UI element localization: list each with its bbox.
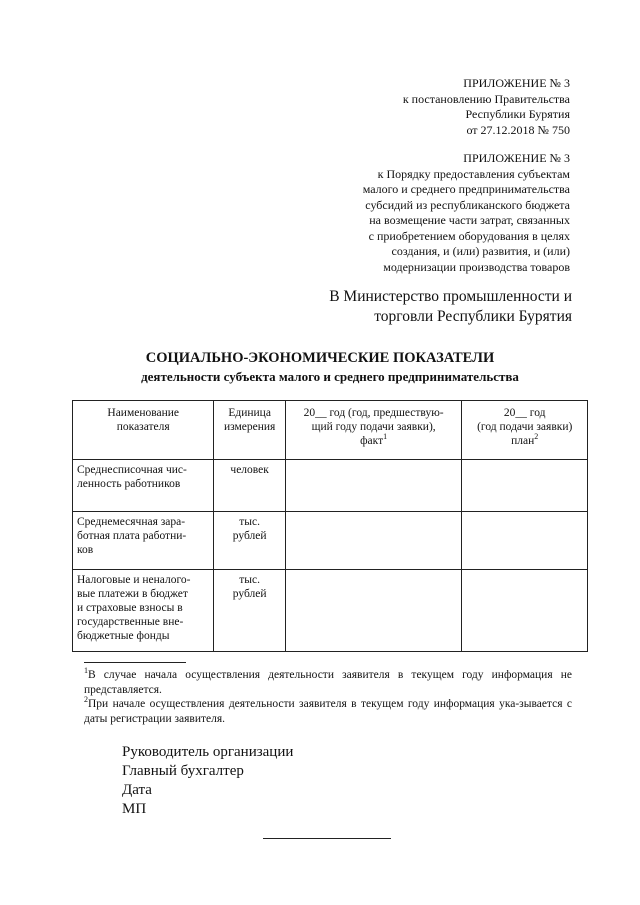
- signature-stamp: МП: [122, 801, 147, 817]
- indicator-name: Налоговые и неналого-: [77, 574, 191, 586]
- addressee: [329, 287, 572, 327]
- document-title: СОЦИАЛЬНО-ЭКОНОМИЧЕСКИЕ ПОКАЗАТЕЛИ: [145, 350, 495, 366]
- table-row: [73, 570, 588, 652]
- document-subtitle: деятельности субъекта малого и среднего предпринимательства: [141, 369, 519, 384]
- header-text: показателя: [116, 421, 170, 433]
- unit-text: человек: [230, 464, 269, 476]
- header-indicator-name: [73, 401, 214, 460]
- signature-date: Дата: [122, 782, 152, 798]
- footnote-text: При начале осуществления деятельности заявителя в текущем году информация ука-зывается с даты регистрации заявителя.: [84, 698, 572, 725]
- appendix-to-decree: к постановлению Правительства: [402, 91, 570, 106]
- footnote-text: В случае начала осуществления деятельности заявителя в текущем году информация не представляется.: [84, 669, 572, 696]
- footnote-ref: 1: [383, 432, 388, 442]
- header-current-year-plan: [462, 401, 588, 460]
- procedure-line: малого и среднего предпринимательства: [362, 182, 570, 196]
- footnote-1: [84, 668, 572, 698]
- plan-value-cell: [462, 460, 588, 512]
- indicator-name-cell: [73, 570, 214, 652]
- procedure-line: к Порядку предоставления субъектам: [377, 166, 570, 181]
- indicator-name: бюджетные фонды: [77, 630, 170, 642]
- table-row: [73, 512, 588, 570]
- header-text: план: [511, 435, 535, 447]
- signature-accountant: Главный бухгалтер: [122, 763, 244, 779]
- fact-value-cell: [285, 460, 462, 512]
- appendix-number: ПРИЛОЖЕНИЕ № 3: [463, 151, 570, 165]
- procedure-line: субсидий из республиканского бюджета: [365, 197, 570, 212]
- unit-text: рублей: [232, 588, 267, 600]
- indicators-table: [72, 400, 588, 652]
- indicator-name-cell: [73, 512, 214, 570]
- unit-cell: [214, 512, 285, 570]
- document-end-divider: [263, 838, 391, 839]
- indicator-name: ленность работников: [77, 478, 181, 490]
- procedure-line: с приобретением оборудования в целях: [368, 228, 570, 243]
- unit-text: тыс.: [239, 574, 260, 586]
- appendix-decree-date: от 27.12.2018 № 750: [466, 122, 570, 137]
- footnote-2: [84, 697, 572, 727]
- footnote-mark: 1: [84, 666, 88, 676]
- header-text: факт: [360, 435, 384, 447]
- indicator-name: Среднемесячная зара-: [77, 516, 186, 528]
- indicator-name: ков: [77, 544, 94, 556]
- plan-value-cell: [462, 570, 588, 652]
- indicator-name: вые платежи в бюджет: [77, 588, 188, 600]
- table-row: [73, 460, 588, 512]
- table-header-row: [73, 401, 588, 460]
- addressee-line: торговли Республики Бурятия: [374, 308, 572, 325]
- signature-head: Руководитель организации: [122, 744, 294, 760]
- fact-value-cell: [285, 512, 462, 570]
- procedure-line: на возмещение части затрат, связанных: [369, 213, 570, 227]
- unit-cell: [214, 460, 285, 512]
- header-text: [290, 434, 458, 448]
- unit-text: тыс.: [239, 516, 260, 528]
- appendix-number: ПРИЛОЖЕНИЕ № 3: [463, 76, 570, 90]
- indicator-name: ботная плата работни-: [77, 530, 187, 542]
- header-unit: [214, 401, 285, 460]
- plan-value-cell: [462, 512, 588, 570]
- header-text: щий году подачи заявки),: [311, 421, 436, 433]
- addressee-line: В Министерство промышленности и: [329, 288, 572, 305]
- procedure-line: создания, и (или) развития, и (или): [391, 244, 570, 258]
- unit-text: рублей: [232, 530, 267, 542]
- header-text: 20__ год: [503, 407, 546, 419]
- fact-value-cell: [285, 570, 462, 652]
- header-text: измерения: [223, 421, 276, 433]
- header-text: Наименование: [107, 407, 180, 419]
- unit-cell: [214, 570, 285, 652]
- footnote-mark: 2: [84, 695, 88, 705]
- footnote-divider: [84, 662, 186, 663]
- procedure-line: модернизации производства товаров: [383, 259, 570, 274]
- appendix-republic: Республики Бурятия: [465, 107, 570, 121]
- header-text: [466, 434, 583, 448]
- signature-block: [122, 743, 293, 819]
- header-previous-year-fact: [285, 401, 462, 460]
- header-text: 20__ год (год, предшествую-: [303, 407, 444, 419]
- appendix-header-procedure: [363, 151, 570, 275]
- header-text: (год подачи заявки): [477, 421, 573, 433]
- indicator-name: Среднесписочная чис-: [77, 464, 187, 476]
- footnote-ref: 2: [534, 432, 539, 442]
- indicator-name-cell: [73, 460, 214, 512]
- header-text: Единица: [228, 407, 271, 419]
- indicator-name: государственные вне-: [77, 616, 184, 628]
- appendix-header-government-decree: [403, 76, 570, 138]
- indicator-name: и страховые взносы в: [77, 602, 183, 614]
